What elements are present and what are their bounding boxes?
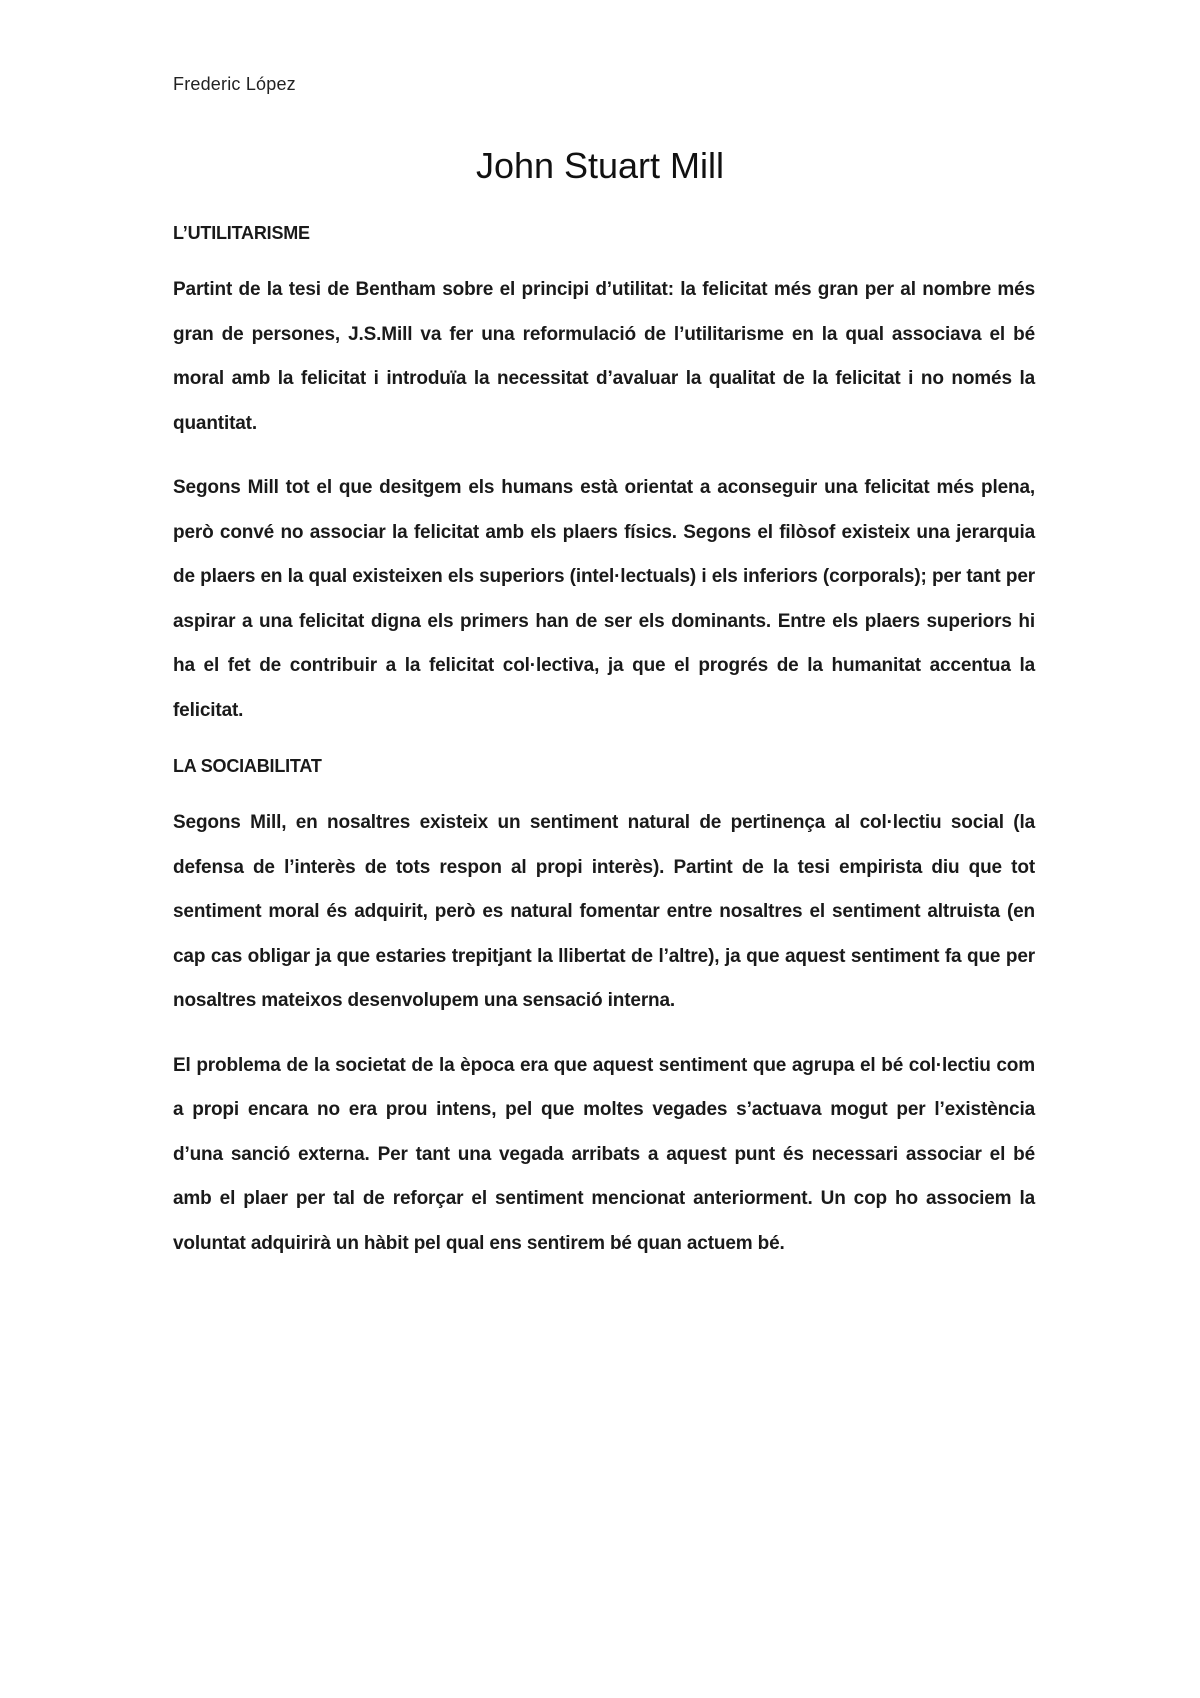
paragraph: Partint de la tesi de Bentham sobre el principi d’utilitat: la felicitat més gran per al nombre més gran de persones, J.S.Mill va fer una reformulació de l’utilitarisme en la qual associava el bé moral amb la felicitat i introduïa la necessitat d’avaluar la qualitat de la felicitat i no només la quantitat. [173, 279, 1035, 434]
author-name: Frederic López [173, 74, 296, 94]
section-heading: LA SOCIABILITAT [173, 756, 322, 776]
paragraph: Segons Mill tot el que desitgem els humans està orientat a aconseguir una felicitat més plena, però convé no associar la felicitat amb els plaers físics. Segons el filòsof existeix una jerarquia de plaers en la qual existeixen els superiors (intel·lectuals) i els inferiors (corporals); per tant per aspirar a una felicitat digna els primers han de ser els dominants. Entre els plaers superiors hi ha el fet de contribuir a la felicitat col·lectiva, ja que el progrés de la humanitat accentua la felicitat. [173, 477, 1035, 721]
document-body [173, 222, 1035, 1286]
paragraph: El problema de la societat de la època era que aquest sentiment que agrupa el bé col·lectiu com a propi encara no era prou intens, pel que moltes vegades s’actuava mogut per l’existència d’una sanció externa. Per tant una vegada arribats a aquest punt és necessari associar el bé amb el plaer per tal de reforçar el sentiment mencionat anteriorment. Un cop ho associem la voluntat adquirirà un hàbit pel qual ens sentirem bé quan actuem bé. [173, 1054, 1035, 1254]
section-sociabilitat [173, 755, 1035, 1266]
section-heading: L’UTILITARISME [173, 223, 310, 243]
document-title: John Stuart Mill [475, 145, 725, 186]
paragraph: Segons Mill, en nosaltres existeix un sentiment natural de pertinença al col·lectiu social (la defensa de l’interès de tots respon al propi interès). Partint de la tesi empirista diu que tot sentiment moral és adquirit, però es natural fomentar entre nosaltres el sentiment altruista (en cap cas obligar ja que estaries trepitjant la llibertat de l’altre), ja que aquest sentiment fa que per nosaltres mateixos desenvolupem una sensació interna. [173, 812, 1035, 1011]
section-utilitarisme [173, 222, 1035, 733]
